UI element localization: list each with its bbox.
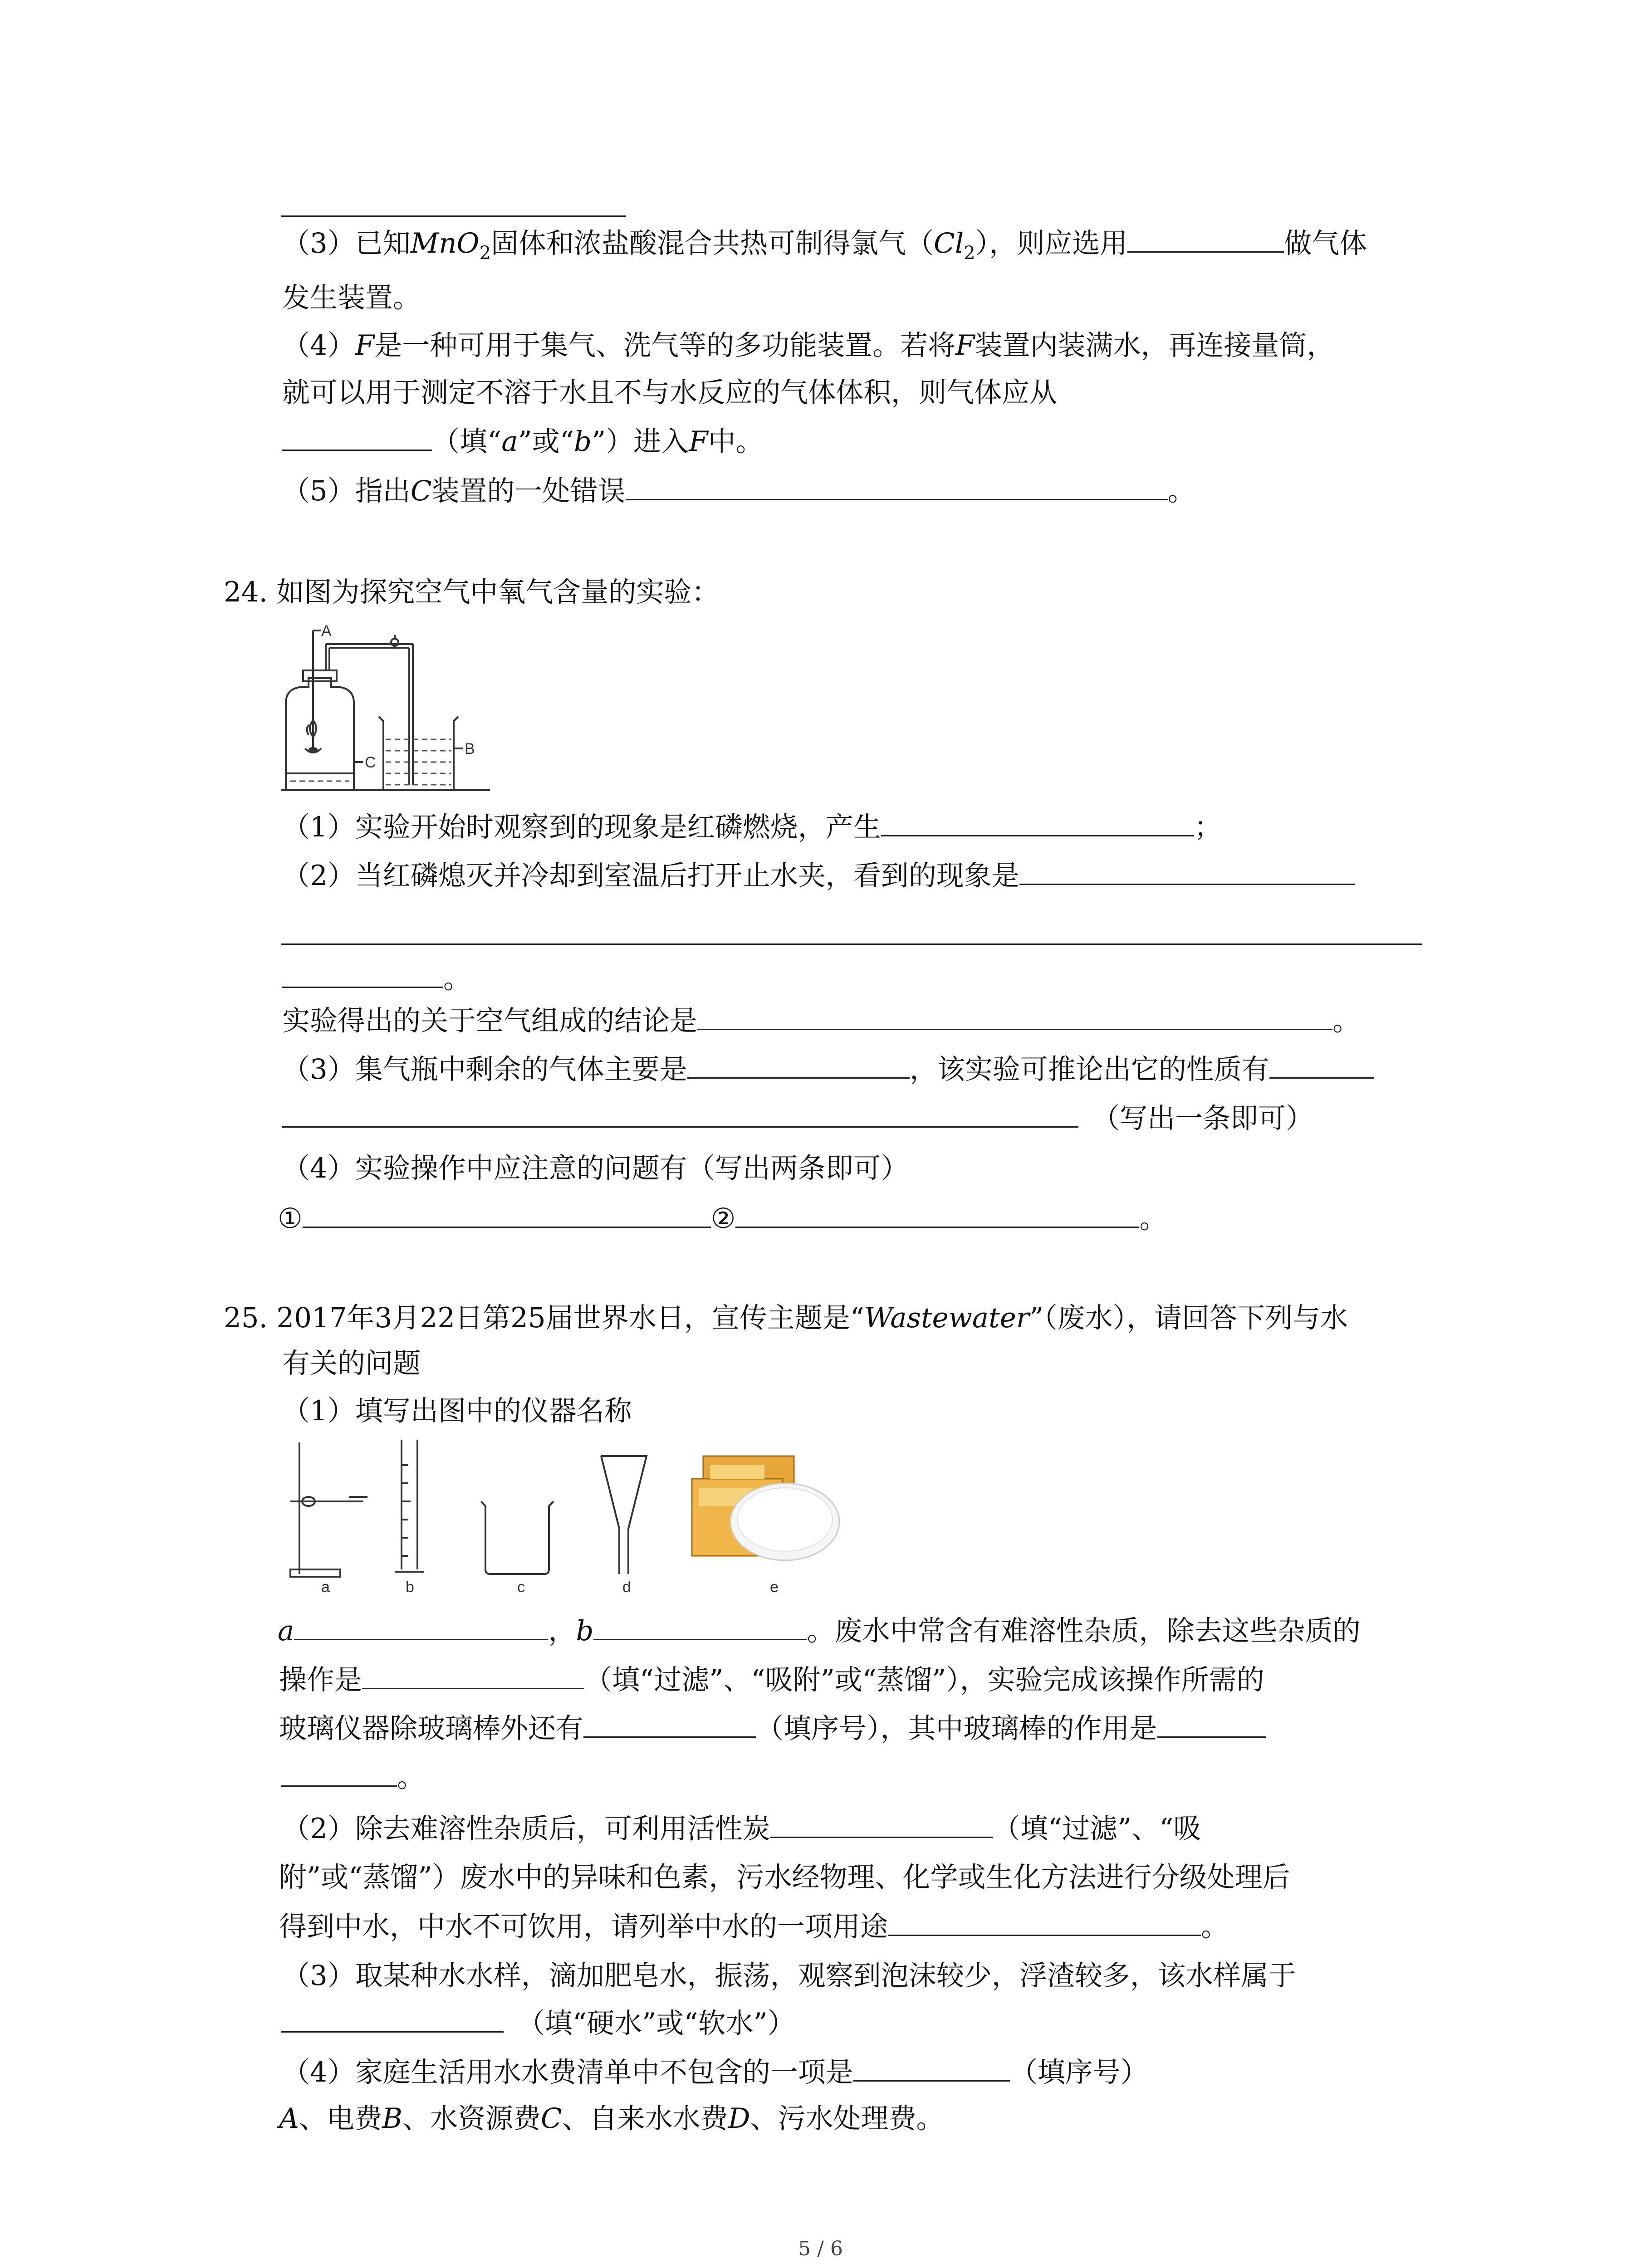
lab-instruments-figure (281, 1438, 871, 1588)
q25-part1: （1）填写出图中的仪器名称 (282, 1395, 632, 1427)
answer-blank[interactable] (1019, 883, 1355, 885)
answer-blank-top (281, 215, 626, 217)
answer-blank[interactable] (303, 1226, 711, 1228)
answer-blank[interactable] (626, 499, 1168, 500)
fig-label-A: A (321, 622, 332, 640)
q24-part4-answers: ① ② 。 (278, 1202, 1167, 1235)
oxygen-apparatus-figure (277, 612, 495, 794)
answer-blank[interactable] (770, 1836, 993, 1838)
instrument-label-d: d (622, 1579, 631, 1596)
q25-options: A、电费B、水资源费C、自来水水费D、污水处理费。 (279, 2102, 944, 2135)
answer-blank[interactable] (282, 449, 432, 451)
answer-blank[interactable] (881, 835, 1194, 836)
q24-part2-end: 。 (282, 965, 471, 992)
answer-blank[interactable] (281, 2031, 504, 2033)
answer-blank[interactable] (697, 1028, 1332, 1030)
q23-part4-line1: （4）F是一种可用于集气、洗气等的多功能装置。若将F装置内装满水，再连接量筒， (282, 329, 1335, 362)
q25-part3-line1: （3）取某种水水样，滴加肥皂水，振荡，观察到泡沫较少，浮渣较多，该水样属于 (282, 1960, 1296, 1992)
answer-blank[interactable] (888, 1934, 1201, 1936)
answer-blank[interactable] (294, 1638, 548, 1640)
q25-part2-line1: （2）除去难溶性杂质后，可利用活性炭 （填“过滤”、“吸 (282, 1813, 1201, 1845)
answer-blank[interactable] (282, 986, 443, 988)
q25-answer-line2: 操作是 （填“过滤”、“吸附”或“蒸馏”），实验完成该操作所需的 (279, 1664, 1264, 1696)
answer-blank[interactable] (1269, 1077, 1374, 1079)
q24-part1: （1）实验开始时观察到的现象是红磷燃烧，产生 ； (282, 811, 1222, 843)
answer-blank[interactable] (282, 1126, 1078, 1128)
fig-label-B: B (465, 740, 475, 758)
q25-answer-line4: 。 (281, 1764, 425, 1791)
instrument-label-a: a (321, 1579, 330, 1596)
instrument-label-c: c (517, 1579, 525, 1596)
q23-part5: （5）指出C装置的一处错误 。 (282, 475, 1195, 507)
q25-part2-line2: 附”或“蒸馏”）废水中的异味和色素，污水经物理、化学或生化方法进行分级处理后 (279, 1861, 1290, 1893)
q24-part3-line2: （写出一条即可） (282, 1105, 1313, 1132)
instrument-label-e: e (770, 1579, 779, 1596)
answer-blank[interactable] (687, 1077, 910, 1079)
q23-part3-line1: （3）已知MnO$_2$固体和浓盐酸混合共热可制得氯气$(Cl_2)$，则应选用 做气体 (282, 227, 1367, 264)
q25-part4: （4）家庭生活用水水费清单中不包含的一项是 （填序号） (282, 2056, 1148, 2088)
q24-part4: （4）实验操作中应注意的问题有（写出两条即可） (282, 1152, 909, 1184)
q24-title: 24. 如图为探究空气中氧气含量的实验： (224, 576, 720, 608)
fig-label-C: C (365, 754, 376, 771)
page-number: 5 / 6 (798, 2237, 843, 2260)
answer-blank[interactable] (735, 1226, 1139, 1228)
answer-blank[interactable] (281, 943, 1422, 945)
q23-part4-line2: 就可以用于测定不溶于水且不与水反应的气体体积，则气体应从 (282, 376, 1058, 409)
q25-line2: 有关的问题 (282, 1347, 421, 1379)
answer-blank[interactable] (583, 1736, 756, 1738)
instrument-label-b: b (406, 1579, 414, 1596)
q23-part3-line2: 发生装置。 (282, 282, 421, 314)
q25-answer-line1: a ，b 。废水中常含有难溶性杂质，除去这些杂质的 (278, 1615, 1361, 1647)
q24-part2: （2）当红磷熄灭并冷却到室温后打开止水夹，看到的现象是 (282, 862, 1355, 890)
q24-conclusion: 实验得出的关于空气组成的结论是 。 (282, 1005, 1361, 1037)
answer-blank[interactable] (281, 1785, 397, 1787)
answer-blank[interactable] (362, 1687, 584, 1689)
q25-answer-line3: 玻璃仪器除玻璃棒外还有 （填序号），其中玻璃棒的作用是 (279, 1715, 1266, 1742)
q25-part3-line2: （填“硬水”或“软水”） (281, 2009, 795, 2037)
q25-part2-line3: 得到中水，中水不可饮用，请列举中水的一项用途 。 (279, 1911, 1229, 1943)
q24-part3: （3）集气瓶中剩余的气体主要是 ，该实验可推论出它的性质有 (282, 1056, 1374, 1083)
answer-blank[interactable] (1127, 251, 1284, 253)
q25-line1: 25. 2017年3月22日第25届世界水日，宣传主题是“Wastewater”（废水），请回答下列与水 (224, 1302, 1348, 1334)
answer-blank[interactable] (593, 1638, 807, 1640)
q23-part4-line3: （填“a”或“b”）进入F中。 (282, 428, 764, 455)
answer-blank[interactable] (853, 2080, 1010, 2082)
answer-blank[interactable] (1157, 1736, 1266, 1738)
